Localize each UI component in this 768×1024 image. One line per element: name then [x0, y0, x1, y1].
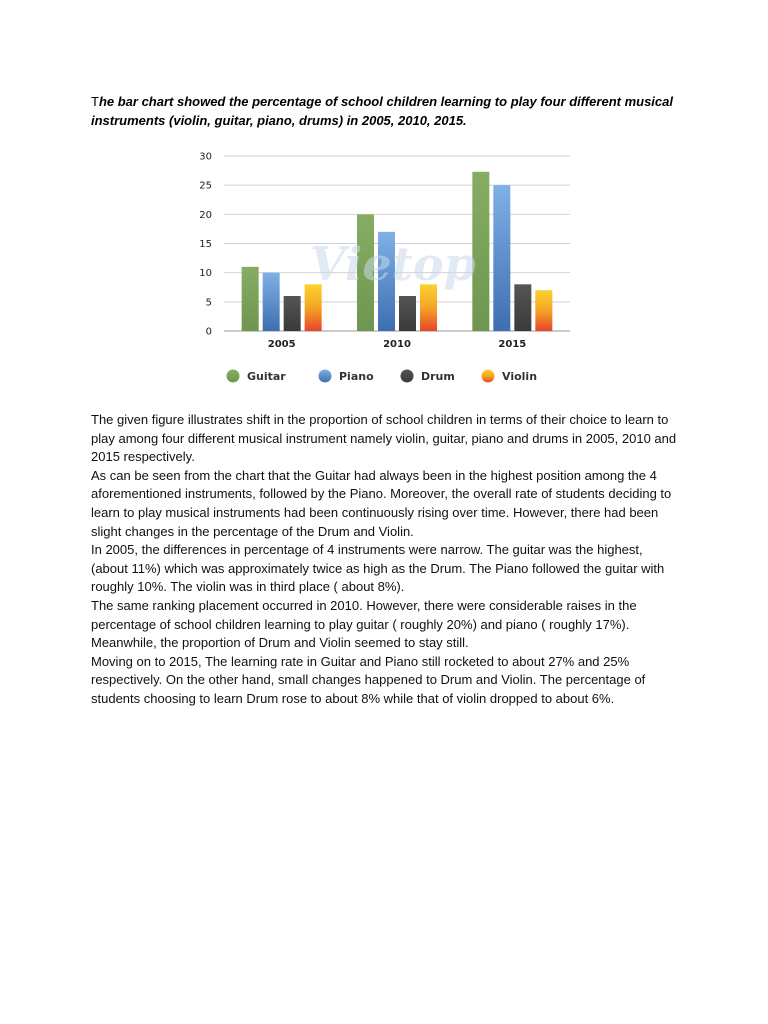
bar-piano-2005	[263, 273, 280, 331]
document-heading	[91, 92, 681, 130]
bar-chart-svg	[180, 140, 600, 400]
legend-label-drum: Drum	[421, 370, 455, 383]
y-tick-label: 30	[199, 151, 212, 163]
x-category-label: 2005	[267, 339, 296, 350]
bar-drum-2015	[514, 284, 531, 331]
y-tick-label: 10	[199, 268, 212, 280]
paragraph-5: Moving on to 2015, The learning rate in Guitar and Piano still rocketed to about 27% and 25% respectively. On the other hand, small changes happened to Drum and Violin. The percentage of students choosing to learn Drum rose to about 8% while that of violin dropped to about 6%.	[91, 653, 646, 706]
paragraph-4: The same ranking placement occurred in 2010. However, there were considerable raises in the percentage of school children learning to play guitar ( roughly 20%) and piano ( roughly 17%). Meanwhile, the proportion of Drum and Violin seemed to stay still.	[91, 597, 637, 651]
bar-guitar-2005	[242, 267, 259, 331]
y-tick-label: 20	[199, 209, 212, 221]
y-tick-label: 5	[205, 297, 212, 309]
bar-drum-2010	[399, 296, 416, 331]
heading-first-letter: T	[91, 94, 99, 109]
legend-swatch-piano	[319, 370, 332, 383]
legend-label-piano: Piano	[339, 370, 374, 383]
y-tick-label: 0	[205, 326, 212, 338]
paragraph-2: As can be seen from the chart that the Guitar had always been in the highest position among the 4 aforementioned instruments, followed by the Piano. Moreover, the overall rate of students deciding to learn to play musical instruments had been continuously rising over time. However, there had been slight changes in the percentage of the Drum and Violin.	[91, 467, 672, 539]
paragraph-3: In 2005, the differences in percentage of 4 instruments were narrow. The guitar was the highest, (about 11%) which was approximately twice as high as the Drum. The Piano followed the guitar with roughly 10%. The violin was in third place ( about 8%).	[91, 542, 665, 595]
bar-drum-2005	[284, 296, 301, 331]
heading-text: he bar chart showed the percentage of school children learning to play four different musical instruments (violin, guitar, piano, drums) in 2005, 2010, 2015.	[91, 94, 673, 128]
watermark-text: Vietop	[310, 237, 476, 291]
bar-violin-2005	[305, 284, 322, 331]
legend-swatch-guitar	[227, 370, 240, 383]
legend-swatch-drum	[401, 370, 414, 383]
x-category-label: 2015	[498, 339, 527, 350]
x-category-label: 2010	[383, 339, 411, 350]
bar-violin-2015	[535, 290, 552, 331]
legend-label-guitar: Guitar	[247, 370, 286, 383]
legend-label-violin: Violin	[502, 370, 538, 383]
bar-chart	[180, 140, 600, 400]
bar-piano-2015	[493, 185, 510, 331]
essay-body	[91, 411, 681, 709]
y-tick-label: 15	[199, 239, 212, 250]
legend-swatch-violin	[482, 370, 495, 383]
paragraph-1: The given figure illustrates shift in the proportion of school children in terms of their choice to learn to play among four different musical instrument namely violin, guitar, piano and drums in 2005, 2010 and 2015 respectively.	[91, 412, 677, 465]
y-tick-label: 25	[199, 180, 212, 192]
bar-violin-2010	[420, 284, 437, 331]
